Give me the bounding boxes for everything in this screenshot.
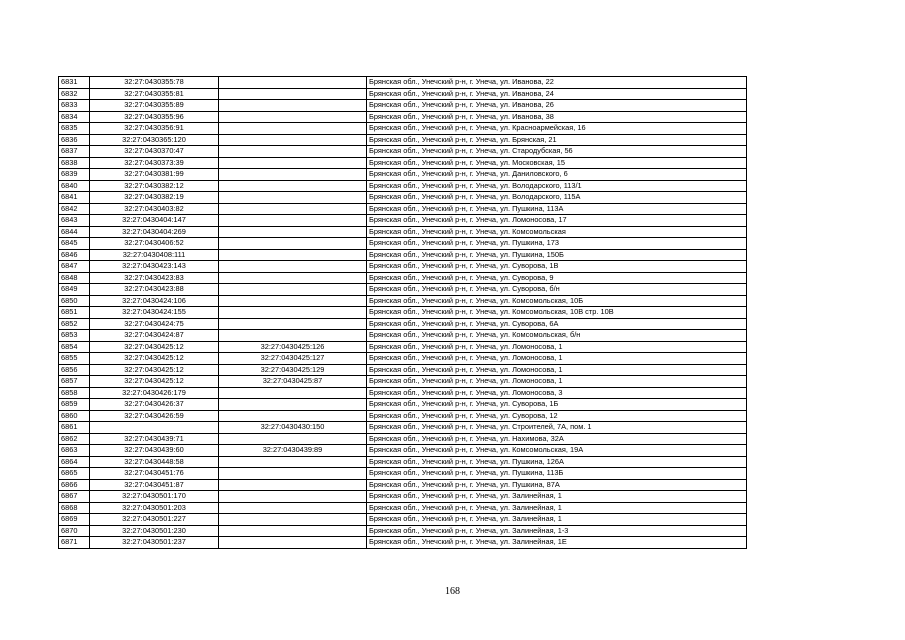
table-row [59,169,747,181]
cadastral-number-cell: 32:27:0430382:19 [90,192,219,204]
row-number-cell: 6859 [59,399,90,411]
linked-cadastral-number-cell [219,318,367,330]
table-row [59,238,747,250]
row-number-cell: 6843 [59,215,90,227]
cadastral-number-cell: 32:27:0430373:39 [90,157,219,169]
linked-cadastral-number-cell [219,249,367,261]
linked-cadastral-number-cell: 32:27:0430425:129 [219,364,367,376]
linked-cadastral-number-cell [219,399,367,411]
linked-cadastral-number-cell [219,203,367,215]
linked-cadastral-number-cell [219,180,367,192]
linked-cadastral-number-cell [219,491,367,503]
row-number-cell: 6854 [59,341,90,353]
cadastral-number-cell: 32:27:0430356:91 [90,123,219,135]
cadastral-registry-table [58,76,747,549]
address-cell: Брянская обл., Унечский р-н, г. Унеча, ул. Ломоносова, 3 [367,387,747,399]
table-row [59,330,747,342]
address-cell: Брянская обл., Унечский р-н, г. Унеча, ул. Комсомольская, 19А [367,445,747,457]
table-row [59,284,747,296]
row-number-cell: 6850 [59,295,90,307]
row-number-cell: 6870 [59,525,90,537]
table-row [59,479,747,491]
address-cell: Брянская обл., Унечский р-н, г. Унеча, ул. Даниловского, 6 [367,169,747,181]
address-cell: Брянская обл., Унечский р-н, г. Унеча, ул. Стародубская, 56 [367,146,747,158]
linked-cadastral-number-cell [219,433,367,445]
linked-cadastral-number-cell [219,387,367,399]
cadastral-number-cell: 32:27:0430423:88 [90,284,219,296]
table-row [59,261,747,273]
linked-cadastral-number-cell [219,123,367,135]
row-number-cell: 6839 [59,169,90,181]
linked-cadastral-number-cell: 32:27:0430425:126 [219,341,367,353]
address-cell: Брянская обл., Унечский р-н, г. Унеча, ул. Нахимова, 32А [367,433,747,445]
linked-cadastral-number-cell [219,284,367,296]
cadastral-number-cell: 32:27:0430355:81 [90,88,219,100]
address-cell: Брянская обл., Унечский р-н, г. Унеча, ул. Залинейная, 1Е [367,537,747,549]
row-number-cell: 6857 [59,376,90,388]
cadastral-number-cell: 32:27:0430423:83 [90,272,219,284]
address-cell: Брянская обл., Унечский р-н, г. Унеча, ул. Суворова, 1В [367,261,747,273]
cadastral-number-cell: 32:27:0430426:179 [90,387,219,399]
row-number-cell: 6831 [59,77,90,89]
table-row [59,456,747,468]
linked-cadastral-number-cell [219,226,367,238]
address-cell: Брянская обл., Унечский р-н, г. Унеча, ул. Ломоносова, 17 [367,215,747,227]
address-cell: Брянская обл., Унечский р-н, г. Унеча, ул. Залинейная, 1 [367,502,747,514]
linked-cadastral-number-cell [219,100,367,112]
row-number-cell: 6848 [59,272,90,284]
cadastral-number-cell: 32:27:0430382:12 [90,180,219,192]
address-cell: Брянская обл., Унечский р-н, г. Унеча, ул. Суворова, 12 [367,410,747,422]
row-number-cell: 6842 [59,203,90,215]
cadastral-number-cell: 32:27:0430426:37 [90,399,219,411]
table-row [59,422,747,434]
page-number: 168 [445,586,460,597]
cadastral-number-cell: 32:27:0430439:71 [90,433,219,445]
linked-cadastral-number-cell [219,456,367,468]
row-number-cell: 6865 [59,468,90,480]
row-number-cell: 6864 [59,456,90,468]
cadastral-number-cell: 32:27:0430501:237 [90,537,219,549]
address-cell: Брянская обл., Унечский р-н, г. Унеча, ул. Залинейная, 1 [367,514,747,526]
table-row [59,353,747,365]
cadastral-number-cell: 32:27:0430355:96 [90,111,219,123]
cadastral-number-cell: 32:27:0430451:87 [90,479,219,491]
table-row [59,433,747,445]
linked-cadastral-number-cell [219,525,367,537]
table-row [59,249,747,261]
address-cell: Брянская обл., Унечский р-н, г. Унеча, ул. Иванова, 24 [367,88,747,100]
cadastral-number-cell: 32:27:0430424:155 [90,307,219,319]
address-cell: Брянская обл., Унечский р-н, г. Унеча, ул. Иванова, 22 [367,77,747,89]
table-row [59,192,747,204]
address-cell: Брянская обл., Унечский р-н, г. Унеча, ул. Ломоносова, 1 [367,364,747,376]
row-number-cell: 6846 [59,249,90,261]
table-row [59,410,747,422]
linked-cadastral-number-cell [219,157,367,169]
address-cell: Брянская обл., Унечский р-н, г. Унеча, ул. Комсомольская [367,226,747,238]
linked-cadastral-number-cell [219,537,367,549]
address-cell: Брянская обл., Унечский р-н, г. Унеча, ул. Ломоносова, 1 [367,353,747,365]
row-number-cell: 6867 [59,491,90,503]
address-cell: Брянская обл., Унечский р-н, г. Унеча, ул. Пушкина, 87А [367,479,747,491]
row-number-cell: 6866 [59,479,90,491]
cadastral-number-cell: 32:27:0430426:59 [90,410,219,422]
row-number-cell: 6836 [59,134,90,146]
row-number-cell: 6837 [59,146,90,158]
table-row [59,134,747,146]
linked-cadastral-number-cell [219,238,367,250]
linked-cadastral-number-cell [219,295,367,307]
row-number-cell: 6862 [59,433,90,445]
address-cell: Брянская обл., Унечский р-н, г. Унеча, ул. Красноармейская, 16 [367,123,747,135]
row-number-cell: 6855 [59,353,90,365]
linked-cadastral-number-cell [219,479,367,491]
table-row [59,318,747,330]
table-row [59,226,747,238]
table-row [59,341,747,353]
cadastral-number-cell: 32:27:0430370:47 [90,146,219,158]
cadastral-number-cell: 32:27:0430381:99 [90,169,219,181]
address-cell: Брянская обл., Унечский р-н, г. Унеча, ул. Пушкина, 113А [367,203,747,215]
cadastral-number-cell: 32:27:0430425:12 [90,353,219,365]
cadastral-number-cell: 32:27:0430423:143 [90,261,219,273]
address-cell: Брянская обл., Унечский р-н, г. Унеча, ул. Ломоносова, 1 [367,341,747,353]
cadastral-number-cell: 32:27:0430501:227 [90,514,219,526]
address-cell: Брянская обл., Унечский р-н, г. Унеча, ул. Пушкина, 113Б [367,468,747,480]
cadastral-number-cell: 32:27:0430501:203 [90,502,219,514]
table-row [59,272,747,284]
cadastral-number-cell: 32:27:0430439:60 [90,445,219,457]
cadastral-number-cell: 32:27:0430355:78 [90,77,219,89]
row-number-cell: 6861 [59,422,90,434]
cadastral-number-cell: 32:27:0430424:87 [90,330,219,342]
cadastral-number-cell: 32:27:0430425:12 [90,364,219,376]
address-cell: Брянская обл., Унечский р-н, г. Унеча, ул. Суворова, 6А [367,318,747,330]
address-cell: Брянская обл., Унечский р-н, г. Унеча, ул. Иванова, 38 [367,111,747,123]
address-cell: Брянская обл., Унечский р-н, г. Унеча, ул. Суворова, 1Б [367,399,747,411]
table-row [59,203,747,215]
cadastral-number-cell: 32:27:0430425:12 [90,341,219,353]
address-cell: Брянская обл., Унечский р-н, г. Унеча, ул. Пушкина, 126А [367,456,747,468]
row-number-cell: 6858 [59,387,90,399]
table-row [59,88,747,100]
cadastral-number-cell: 32:27:0430365:120 [90,134,219,146]
row-number-cell: 6852 [59,318,90,330]
cadastral-number-cell [90,422,219,434]
cadastral-number-cell: 32:27:0430424:75 [90,318,219,330]
table-row [59,111,747,123]
address-cell: Брянская обл., Унечский р-н, г. Унеча, ул. Комсомольская, 10Б [367,295,747,307]
table-row [59,123,747,135]
address-cell: Брянская обл., Унечский р-н, г. Унеча, ул. Пушкина, 173 [367,238,747,250]
row-number-cell: 6853 [59,330,90,342]
table-row [59,376,747,388]
address-cell: Брянская обл., Унечский р-н, г. Унеча, ул. Залинейная, 1 [367,491,747,503]
address-cell: Брянская обл., Унечский р-н, г. Унеча, ул. Володарского, 115А [367,192,747,204]
linked-cadastral-number-cell [219,261,367,273]
table-row [59,157,747,169]
table-row [59,387,747,399]
address-cell: Брянская обл., Унечский р-н, г. Унеча, ул. Брянская, 21 [367,134,747,146]
address-cell: Брянская обл., Унечский р-н, г. Унеча, ул. Строителей, 7А, пом. 1 [367,422,747,434]
cadastral-number-cell: 32:27:0430406:52 [90,238,219,250]
cadastral-number-cell: 32:27:0430501:230 [90,525,219,537]
linked-cadastral-number-cell: 32:27:0430425:127 [219,353,367,365]
cadastral-number-cell: 32:27:0430404:269 [90,226,219,238]
table-row [59,399,747,411]
cadastral-number-cell: 32:27:0430448:58 [90,456,219,468]
linked-cadastral-number-cell: 32:27:0430439:89 [219,445,367,457]
row-number-cell: 6840 [59,180,90,192]
registry-table-body [59,77,747,549]
row-number-cell: 6851 [59,307,90,319]
table-row [59,502,747,514]
linked-cadastral-number-cell [219,77,367,89]
table-row [59,445,747,457]
linked-cadastral-number-cell [219,192,367,204]
cadastral-number-cell: 32:27:0430424:106 [90,295,219,307]
cadastral-number-cell: 32:27:0430403:82 [90,203,219,215]
linked-cadastral-number-cell: 32:27:0430425:87 [219,376,367,388]
row-number-cell: 6834 [59,111,90,123]
address-cell: Брянская обл., Унечский р-н, г. Унеча, ул. Иванова, 26 [367,100,747,112]
address-cell: Брянская обл., Унечский р-н, г. Унеча, ул. Володарского, 113/1 [367,180,747,192]
table-row [59,364,747,376]
cadastral-number-cell: 32:27:0430355:89 [90,100,219,112]
row-number-cell: 6845 [59,238,90,250]
linked-cadastral-number-cell [219,169,367,181]
linked-cadastral-number-cell [219,88,367,100]
linked-cadastral-number-cell [219,272,367,284]
row-number-cell: 6871 [59,537,90,549]
address-cell: Брянская обл., Унечский р-н, г. Унеча, ул. Комсомольская, б/н [367,330,747,342]
cadastral-number-cell: 32:27:0430451:76 [90,468,219,480]
cadastral-number-cell: 32:27:0430425:12 [90,376,219,388]
cadastral-number-cell: 32:27:0430408:111 [90,249,219,261]
table-row [59,146,747,158]
row-number-cell: 6863 [59,445,90,457]
table-row [59,514,747,526]
address-cell: Брянская обл., Унечский р-н, г. Унеча, ул. Пушкина, 150Б [367,249,747,261]
row-number-cell: 6832 [59,88,90,100]
table-row [59,180,747,192]
table-row [59,77,747,89]
table-row [59,468,747,480]
table-row [59,537,747,549]
linked-cadastral-number-cell [219,146,367,158]
address-cell: Брянская обл., Унечский р-н, г. Унеча, ул. Ломоносова, 1 [367,376,747,388]
address-cell: Брянская обл., Унечский р-н, г. Унеча, ул. Суворова, б/н [367,284,747,296]
table-row [59,295,747,307]
row-number-cell: 6841 [59,192,90,204]
linked-cadastral-number-cell: 32:27:0430430:150 [219,422,367,434]
linked-cadastral-number-cell [219,215,367,227]
row-number-cell: 6838 [59,157,90,169]
row-number-cell: 6847 [59,261,90,273]
row-number-cell: 6844 [59,226,90,238]
address-cell: Брянская обл., Унечский р-н, г. Унеча, ул. Московская, 15 [367,157,747,169]
cadastral-number-cell: 32:27:0430404:147 [90,215,219,227]
row-number-cell: 6869 [59,514,90,526]
linked-cadastral-number-cell [219,330,367,342]
address-cell: Брянская обл., Унечский р-н, г. Унеча, ул. Суворова, 9 [367,272,747,284]
linked-cadastral-number-cell [219,134,367,146]
row-number-cell: 6868 [59,502,90,514]
table-row [59,525,747,537]
table-row [59,491,747,503]
row-number-cell: 6860 [59,410,90,422]
table-row [59,215,747,227]
table-row [59,307,747,319]
cadastral-number-cell: 32:27:0430501:170 [90,491,219,503]
address-cell: Брянская обл., Унечский р-н, г. Унеча, ул. Залинейная, 1-3 [367,525,747,537]
linked-cadastral-number-cell [219,514,367,526]
row-number-cell: 6833 [59,100,90,112]
linked-cadastral-number-cell [219,410,367,422]
address-cell: Брянская обл., Унечский р-н, г. Унеча, ул. Комсомольская, 10В стр. 10В [367,307,747,319]
row-number-cell: 6835 [59,123,90,135]
row-number-cell: 6856 [59,364,90,376]
row-number-cell: 6849 [59,284,90,296]
linked-cadastral-number-cell [219,468,367,480]
table-row [59,100,747,112]
linked-cadastral-number-cell [219,307,367,319]
linked-cadastral-number-cell [219,111,367,123]
linked-cadastral-number-cell [219,502,367,514]
